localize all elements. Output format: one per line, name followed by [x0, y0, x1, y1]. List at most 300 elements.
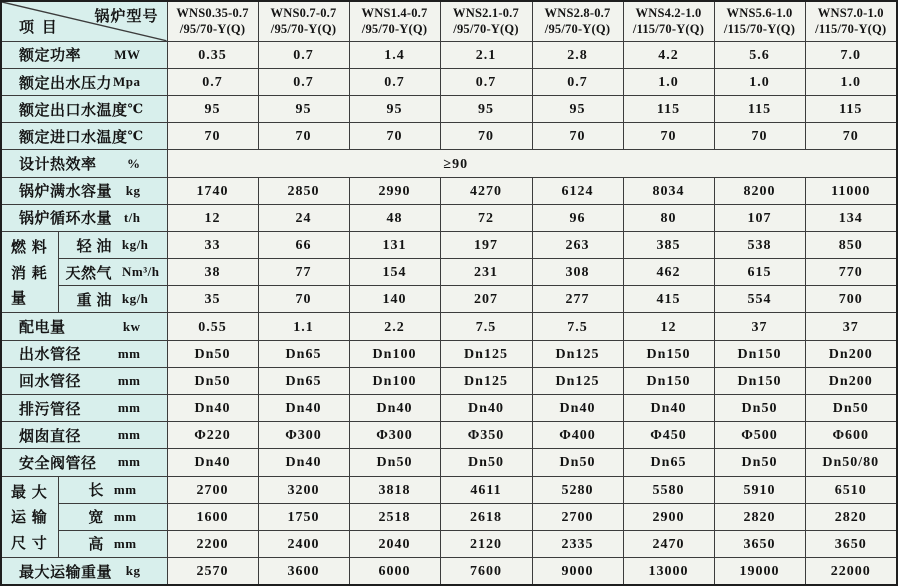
- sub-row-unit: kg/h: [121, 291, 149, 307]
- value-text: 95: [386, 102, 403, 118]
- value-text: 1.1: [293, 319, 314, 335]
- sub-row-label: [59, 289, 167, 310]
- value-cell: [258, 259, 349, 286]
- value-text: Dn40: [194, 455, 231, 471]
- value-text: 2040: [378, 536, 411, 552]
- value-cell: [805, 123, 897, 150]
- value-text: 95: [569, 102, 586, 118]
- value-cell: [532, 558, 623, 585]
- value-text: 2470: [652, 536, 685, 552]
- group-label-line: 运 输: [11, 510, 48, 527]
- model-name-line1: WNS4.2-1.0: [635, 6, 702, 21]
- value-text: Dn50: [741, 401, 778, 417]
- value-text: 2.8: [567, 47, 588, 63]
- row-label: [2, 425, 167, 446]
- sub-row-label: [59, 506, 167, 527]
- value-text: Dn50: [741, 455, 778, 471]
- value-text: Dn40: [650, 401, 687, 417]
- value-cell: [258, 123, 349, 150]
- row-label-text: 锅炉循环水量: [19, 211, 113, 228]
- value-cell: [532, 476, 623, 503]
- model-name: [350, 5, 440, 38]
- value-cell: [714, 313, 805, 340]
- value-text: Dn50: [468, 455, 504, 471]
- value-text: 35: [204, 292, 221, 308]
- value-text: 33: [204, 238, 221, 254]
- value-text: 37: [751, 319, 768, 335]
- value-cell: [805, 96, 897, 123]
- value-cell: [714, 340, 805, 367]
- value-text: 0.7: [293, 75, 314, 91]
- value-cell: [440, 558, 532, 585]
- value-cell: [805, 286, 897, 313]
- value-text: 95: [478, 102, 494, 118]
- value-cell: [167, 558, 258, 585]
- row-label-cell: [1, 367, 167, 394]
- value-cell: [623, 340, 714, 367]
- row-label: [2, 343, 167, 364]
- sub-row-label-cell: [58, 286, 167, 313]
- value-text: 2700: [561, 509, 594, 525]
- value-text: 115: [839, 102, 863, 118]
- model-name-line1: WNS7.0-1.0: [817, 6, 884, 21]
- group-label-cell: [1, 231, 58, 313]
- value-text: 263: [565, 238, 590, 254]
- value-text: 66: [295, 238, 312, 254]
- value-text: 70: [295, 129, 312, 145]
- model-name-line1: WNS5.6-1.0: [726, 6, 793, 21]
- value-text: 7.0: [840, 47, 861, 63]
- value-text: Dn40: [285, 455, 322, 471]
- value-text: 13000: [648, 564, 689, 580]
- row-label-text: 出水管径: [19, 347, 82, 364]
- row-unit: kw: [122, 318, 141, 334]
- value-cell: [805, 395, 897, 422]
- merged-value-cell: [167, 150, 897, 177]
- model-name-line1: WNS0.7-0.7: [270, 6, 337, 21]
- row-label: [2, 126, 167, 147]
- row-label-text: 配电量: [19, 320, 66, 337]
- value-cell: [805, 367, 897, 394]
- value-cell: [440, 259, 532, 286]
- group-label-line: 尺 寸: [11, 535, 48, 552]
- model-name-line2: /115/70-Y(Q): [815, 22, 887, 37]
- value-cell: [167, 313, 258, 340]
- value-text: 2518: [378, 509, 411, 525]
- value-cell: [167, 340, 258, 367]
- row-label-cell: [1, 422, 167, 449]
- spec-row: [1, 367, 897, 394]
- value-text: Dn50: [376, 455, 413, 471]
- spec-row: [1, 558, 897, 585]
- value-cell: [805, 41, 897, 68]
- value-text: 70: [569, 129, 586, 145]
- value-cell: [167, 204, 258, 231]
- value-cell: [167, 395, 258, 422]
- group-label-line: 量: [11, 291, 28, 308]
- value-text: 77: [295, 265, 312, 281]
- value-cell: [714, 177, 805, 204]
- value-cell: [349, 204, 440, 231]
- value-cell: [440, 204, 532, 231]
- value-cell: [532, 259, 623, 286]
- value-text: Dn150: [646, 346, 691, 362]
- corner-cell: [1, 1, 167, 41]
- value-cell: [440, 68, 532, 95]
- row-label: [2, 44, 167, 65]
- value-text: 231: [474, 265, 498, 281]
- value-cell: [167, 476, 258, 503]
- value-cell: [258, 313, 349, 340]
- value-cell: [532, 449, 623, 476]
- model-name-line2: /95/70-Y(Q): [453, 22, 519, 37]
- sub-row-label: [59, 235, 167, 256]
- value-text: 7.5: [567, 319, 588, 335]
- value-text: 1.4: [384, 47, 405, 63]
- group-label-line: 最 大: [11, 484, 48, 501]
- value-cell: [440, 286, 532, 313]
- model-name-line2: /95/70-Y(Q): [179, 22, 246, 37]
- value-cell: [167, 259, 258, 286]
- value-cell: [258, 41, 349, 68]
- value-cell: [349, 530, 440, 557]
- value-cell: [532, 68, 623, 95]
- model-column-header: [532, 1, 623, 41]
- value-text: Dn50/80: [822, 455, 880, 471]
- value-text: 2990: [378, 183, 411, 199]
- value-cell: [714, 123, 805, 150]
- value-cell: [258, 96, 349, 123]
- value-text: 5910: [743, 482, 776, 498]
- value-text: 2120: [470, 536, 502, 552]
- row-unit: kg: [125, 182, 141, 198]
- value-text: 134: [838, 210, 863, 226]
- model-name: [715, 5, 805, 38]
- value-cell: [714, 530, 805, 557]
- value-cell: [714, 286, 805, 313]
- model-name-line1: WNS2.8-0.7: [544, 6, 611, 21]
- row-label: [2, 398, 167, 419]
- value-cell: [440, 503, 532, 530]
- value-text: Φ450: [650, 428, 687, 444]
- value-text: 700: [838, 292, 863, 308]
- value-text: Dn200: [828, 346, 873, 362]
- model-name-line1: WNS0.35-0.7: [176, 6, 249, 21]
- value-text: Dn40: [559, 401, 596, 417]
- value-text: 70: [660, 129, 677, 145]
- row-label: [2, 153, 167, 174]
- value-text: 0.7: [202, 75, 223, 91]
- value-text: 0.7: [293, 47, 314, 63]
- value-cell: [167, 41, 258, 68]
- value-text: 107: [747, 210, 772, 226]
- value-cell: [440, 177, 532, 204]
- sub-row-label-text: 重 油: [76, 292, 112, 309]
- value-cell: [532, 503, 623, 530]
- spec-row: [1, 123, 897, 150]
- value-cell: [714, 503, 805, 530]
- header-row: [1, 1, 897, 41]
- value-text: 2820: [834, 509, 867, 525]
- value-cell: [349, 231, 440, 258]
- value-cell: [532, 530, 623, 557]
- value-text: Dn50: [194, 373, 231, 389]
- value-text: 70: [295, 292, 312, 308]
- value-cell: [349, 449, 440, 476]
- value-text: Φ220: [194, 428, 231, 444]
- value-cell: [440, 231, 532, 258]
- value-text: 154: [382, 265, 407, 281]
- spec-row: [1, 503, 897, 530]
- value-text: 12: [660, 319, 677, 335]
- value-cell: [349, 367, 440, 394]
- value-cell: [440, 340, 532, 367]
- value-cell: [258, 204, 349, 231]
- value-text: 1.0: [840, 75, 861, 91]
- value-cell: [714, 395, 805, 422]
- value-cell: [623, 367, 714, 394]
- row-label-text: 额定出口水温度: [19, 102, 128, 119]
- group-label-cell: [1, 476, 58, 558]
- value-text: 115: [747, 102, 772, 118]
- value-text: 5280: [561, 482, 594, 498]
- value-text: 24: [295, 210, 312, 226]
- row-label-cell: [1, 313, 167, 340]
- value-text: 4611: [470, 482, 502, 498]
- value-text: 197: [474, 238, 498, 254]
- value-text: 2618: [470, 509, 502, 525]
- row-label: [2, 316, 167, 337]
- value-cell: [623, 422, 714, 449]
- value-cell: [258, 231, 349, 258]
- value-text: 385: [656, 238, 681, 254]
- sub-row-unit: mm: [113, 535, 137, 551]
- value-text: 11000: [831, 183, 871, 199]
- value-cell: [258, 177, 349, 204]
- sub-row-label-text: 长: [88, 483, 104, 500]
- value-text: Dn40: [376, 401, 413, 417]
- row-unit: mm: [117, 345, 141, 361]
- value-cell: [440, 313, 532, 340]
- value-cell: [349, 340, 440, 367]
- value-cell: [714, 449, 805, 476]
- value-text: Φ400: [559, 428, 596, 444]
- value-text: 2.2: [384, 319, 405, 335]
- sub-row-label-cell: [58, 503, 167, 530]
- value-cell: [440, 41, 532, 68]
- model-name: [259, 5, 349, 38]
- value-text: 140: [382, 292, 407, 308]
- value-text: 70: [842, 129, 859, 145]
- value-text: 95: [204, 102, 221, 118]
- value-text: Dn125: [464, 346, 508, 362]
- value-cell: [623, 286, 714, 313]
- row-label-text: 额定功率: [19, 48, 82, 65]
- row-label-cell: [1, 123, 167, 150]
- model-column-header: [167, 1, 258, 41]
- value-cell: [349, 259, 440, 286]
- spec-row: [1, 449, 897, 476]
- value-text: 6000: [378, 564, 411, 580]
- row-label-cell: [1, 177, 167, 204]
- value-text: 6510: [834, 482, 867, 498]
- value-text: 5.6: [749, 47, 770, 63]
- value-cell: [623, 231, 714, 258]
- value-cell: [167, 530, 258, 557]
- sub-row-label: [59, 262, 167, 283]
- sub-row-label-text: 高: [88, 537, 104, 554]
- value-cell: [440, 476, 532, 503]
- corner-label-item: 项 目: [19, 19, 59, 36]
- value-text: Dn100: [372, 346, 417, 362]
- value-text: Dn200: [828, 373, 873, 389]
- row-label-cell: [1, 558, 167, 585]
- value-text: 0.35: [198, 47, 227, 63]
- row-label: [2, 72, 167, 93]
- value-cell: [714, 231, 805, 258]
- row-label-cell: [1, 150, 167, 177]
- value-text: Φ300: [376, 428, 413, 444]
- value-text: 0.7: [567, 75, 588, 91]
- value-text: 850: [838, 238, 863, 254]
- value-text: 2850: [287, 183, 320, 199]
- group-label-line: 燃 料: [11, 240, 48, 257]
- value-cell: [258, 530, 349, 557]
- value-text: Φ600: [832, 428, 870, 444]
- value-cell: [440, 422, 532, 449]
- value-text: 2700: [196, 482, 229, 498]
- value-text: Dn40: [285, 401, 322, 417]
- value-text: 3650: [834, 536, 867, 552]
- value-cell: [349, 123, 440, 150]
- spec-row: [1, 177, 897, 204]
- value-cell: [714, 476, 805, 503]
- model-name-line2: /95/70-Y(Q): [361, 22, 428, 37]
- value-text: 1.0: [658, 75, 679, 91]
- row-unit: ℃: [127, 101, 144, 117]
- value-cell: [258, 449, 349, 476]
- value-cell: [258, 395, 349, 422]
- value-cell: [805, 259, 897, 286]
- value-cell: [532, 231, 623, 258]
- value-cell: [349, 558, 440, 585]
- value-text: 3200: [287, 482, 320, 498]
- value-cell: [532, 96, 623, 123]
- value-text: 308: [565, 265, 590, 281]
- value-cell: [805, 177, 897, 204]
- value-cell: [714, 96, 805, 123]
- value-cell: [532, 313, 623, 340]
- sub-row-label-cell: [58, 231, 167, 258]
- value-cell: [349, 68, 440, 95]
- value-text: Dn65: [285, 373, 322, 389]
- value-text: 0.55: [198, 319, 227, 335]
- value-cell: [532, 41, 623, 68]
- value-cell: [623, 259, 714, 286]
- value-cell: [349, 422, 440, 449]
- spec-row: [1, 41, 897, 68]
- value-text: Φ300: [285, 428, 322, 444]
- spec-row: [1, 476, 897, 503]
- model-name-line2: /95/70-Y(Q): [270, 22, 337, 37]
- group-label: [2, 232, 58, 313]
- value-text: 37: [842, 319, 859, 335]
- value-text: 4.2: [658, 47, 679, 63]
- group-label: [2, 477, 58, 558]
- row-label: [2, 99, 167, 120]
- value-text: 3818: [378, 482, 411, 498]
- value-cell: [167, 231, 258, 258]
- model-name-line1: WNS2.1-0.7: [453, 6, 519, 21]
- value-text: 115: [656, 102, 681, 118]
- value-text: 9000: [561, 564, 594, 580]
- corner-label-model: 锅炉型号: [94, 9, 159, 25]
- sub-row-label-text: 天然气: [65, 265, 113, 282]
- value-cell: [258, 422, 349, 449]
- value-text: 0.7: [475, 75, 497, 91]
- value-text: Dn40: [194, 401, 231, 417]
- value-text: 72: [478, 210, 494, 226]
- value-cell: [167, 367, 258, 394]
- value-text: 2200: [196, 536, 229, 552]
- value-text: Φ350: [467, 428, 505, 444]
- value-cell: [349, 476, 440, 503]
- value-cell: [805, 558, 897, 585]
- value-cell: [349, 313, 440, 340]
- value-text: 2.1: [475, 47, 497, 63]
- value-cell: [440, 96, 532, 123]
- value-text: 19000: [739, 564, 780, 580]
- value-cell: [805, 530, 897, 557]
- value-cell: [714, 367, 805, 394]
- sub-row-unit: Nm³/h: [122, 264, 160, 280]
- sub-row-unit: mm: [113, 508, 137, 524]
- value-text: Dn150: [737, 346, 782, 362]
- sub-row-label-cell: [58, 259, 167, 286]
- value-text: 0.7: [384, 75, 405, 91]
- value-cell: [440, 123, 532, 150]
- value-text: Dn150: [737, 373, 782, 389]
- value-cell: [714, 422, 805, 449]
- value-text: 277: [565, 292, 590, 308]
- value-text: 80: [660, 210, 677, 226]
- value-cell: [805, 340, 897, 367]
- value-cell: [349, 41, 440, 68]
- value-cell: [532, 367, 623, 394]
- value-text: 462: [656, 265, 681, 281]
- row-unit: MW: [114, 46, 141, 62]
- value-cell: [623, 123, 714, 150]
- model-name: [441, 5, 532, 38]
- value-cell: [623, 41, 714, 68]
- value-text: 96: [569, 210, 586, 226]
- sub-row-label: [59, 533, 167, 554]
- value-cell: [805, 422, 897, 449]
- value-cell: [714, 204, 805, 231]
- value-text: 8034: [652, 183, 685, 199]
- spec-table-body: [1, 1, 897, 585]
- value-text: Dn50: [832, 401, 869, 417]
- model-name: [624, 5, 714, 38]
- model-column-header: [805, 1, 897, 41]
- row-label-cell: [1, 96, 167, 123]
- value-cell: [258, 286, 349, 313]
- row-unit: kg: [125, 563, 141, 579]
- model-name-line2: /95/70-Y(Q): [544, 22, 611, 37]
- row-label-text: 安全阀管径: [19, 455, 97, 472]
- row-label: [2, 561, 167, 582]
- value-cell: [532, 204, 623, 231]
